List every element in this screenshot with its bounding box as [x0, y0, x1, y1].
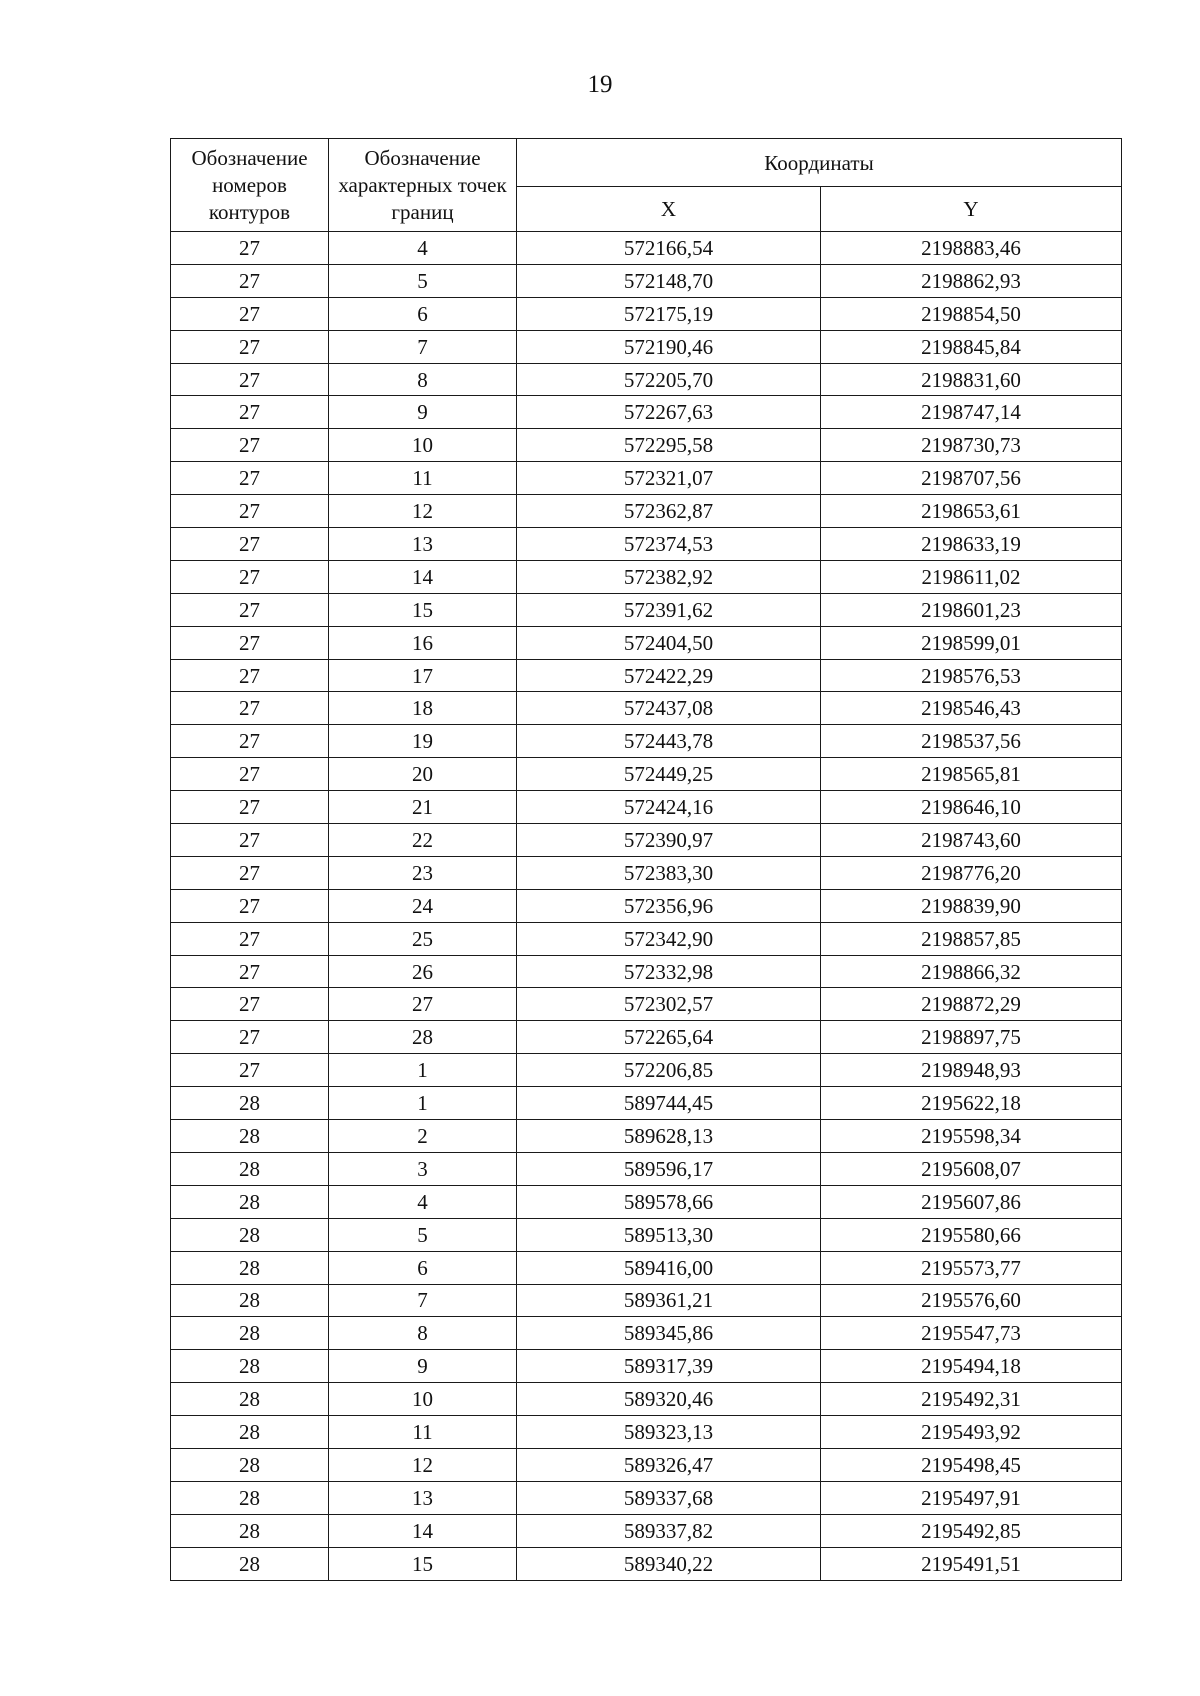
cell-x: 572205,70 [517, 363, 821, 396]
cell-contour: 28 [171, 1481, 329, 1514]
cell-point: 5 [329, 1218, 517, 1251]
table-header [171, 139, 1122, 232]
cell-contour: 28 [171, 1087, 329, 1120]
cell-contour: 27 [171, 429, 329, 462]
cell-contour: 28 [171, 1152, 329, 1185]
table-row [171, 1514, 1122, 1547]
cell-x: 572342,90 [517, 922, 821, 955]
cell-contour: 27 [171, 495, 329, 528]
cell-x: 572374,53 [517, 528, 821, 561]
cell-contour: 28 [171, 1218, 329, 1251]
header-y: Y [821, 187, 1122, 232]
cell-x: 572166,54 [517, 232, 821, 265]
cell-y: 2198866,32 [821, 955, 1122, 988]
cell-x: 589416,00 [517, 1251, 821, 1284]
cell-point: 1 [329, 1087, 517, 1120]
cell-y: 2198730,73 [821, 429, 1122, 462]
cell-x: 572302,57 [517, 988, 821, 1021]
cell-x: 589326,47 [517, 1448, 821, 1481]
cell-x: 589323,13 [517, 1416, 821, 1449]
cell-x: 572295,58 [517, 429, 821, 462]
cell-y: 2195494,18 [821, 1350, 1122, 1383]
cell-point: 19 [329, 725, 517, 758]
cell-contour: 27 [171, 330, 329, 363]
cell-x: 572449,25 [517, 758, 821, 791]
cell-point: 18 [329, 692, 517, 725]
cell-x: 572190,46 [517, 330, 821, 363]
cell-y: 2198601,23 [821, 593, 1122, 626]
cell-y: 2198839,90 [821, 889, 1122, 922]
cell-x: 572321,07 [517, 462, 821, 495]
cell-contour: 28 [171, 1350, 329, 1383]
table-row [171, 955, 1122, 988]
cell-point: 13 [329, 1481, 517, 1514]
header-coordinates: Координаты [517, 139, 1122, 187]
cell-x: 572206,85 [517, 1054, 821, 1087]
cell-x: 572443,78 [517, 725, 821, 758]
cell-point: 9 [329, 396, 517, 429]
table-row [171, 1547, 1122, 1580]
cell-y: 2198854,50 [821, 297, 1122, 330]
cell-y: 2195607,86 [821, 1185, 1122, 1218]
cell-contour: 28 [171, 1284, 329, 1317]
cell-contour: 27 [171, 560, 329, 593]
cell-point: 26 [329, 955, 517, 988]
cell-x: 572332,98 [517, 955, 821, 988]
table-row [171, 1350, 1122, 1383]
table-row [171, 856, 1122, 889]
table-body [171, 232, 1122, 1581]
cell-point: 12 [329, 495, 517, 528]
table-row [171, 725, 1122, 758]
cell-point: 16 [329, 626, 517, 659]
cell-contour: 27 [171, 889, 329, 922]
cell-point: 8 [329, 363, 517, 396]
cell-point: 15 [329, 1547, 517, 1580]
cell-y: 2198845,84 [821, 330, 1122, 363]
cell-x: 589345,86 [517, 1317, 821, 1350]
cell-y: 2198872,29 [821, 988, 1122, 1021]
cell-point: 13 [329, 528, 517, 561]
table-row [171, 1284, 1122, 1317]
table-row [171, 363, 1122, 396]
cell-y: 2198831,60 [821, 363, 1122, 396]
cell-contour: 28 [171, 1514, 329, 1547]
cell-x: 589320,46 [517, 1383, 821, 1416]
coordinates-table [170, 138, 1122, 1581]
table-row [171, 1185, 1122, 1218]
table-row [171, 232, 1122, 265]
cell-point: 2 [329, 1120, 517, 1153]
table-row [171, 495, 1122, 528]
header-contour-number: Обозначение номеров контуров [171, 139, 329, 232]
cell-point: 11 [329, 462, 517, 495]
cell-contour: 27 [171, 856, 329, 889]
cell-contour: 27 [171, 824, 329, 857]
cell-y: 2195580,66 [821, 1218, 1122, 1251]
cell-point: 10 [329, 1383, 517, 1416]
cell-x: 572356,96 [517, 889, 821, 922]
cell-point: 6 [329, 1251, 517, 1284]
cell-point: 4 [329, 1185, 517, 1218]
cell-contour: 27 [171, 725, 329, 758]
cell-x: 572267,63 [517, 396, 821, 429]
cell-y: 2195622,18 [821, 1087, 1122, 1120]
cell-y: 2198707,56 [821, 462, 1122, 495]
cell-point: 15 [329, 593, 517, 626]
cell-point: 7 [329, 330, 517, 363]
cell-y: 2195608,07 [821, 1152, 1122, 1185]
cell-point: 14 [329, 560, 517, 593]
table-row [171, 593, 1122, 626]
table-row [171, 889, 1122, 922]
header-x: X [517, 187, 821, 232]
cell-point: 4 [329, 232, 517, 265]
cell-contour: 27 [171, 922, 329, 955]
table-row [171, 758, 1122, 791]
cell-x: 572391,62 [517, 593, 821, 626]
cell-point: 27 [329, 988, 517, 1021]
cell-point: 23 [329, 856, 517, 889]
cell-contour: 28 [171, 1383, 329, 1416]
cell-y: 2198747,14 [821, 396, 1122, 429]
cell-x: 589337,82 [517, 1514, 821, 1547]
cell-contour: 27 [171, 232, 329, 265]
cell-contour: 27 [171, 1054, 329, 1087]
cell-y: 2198857,85 [821, 922, 1122, 955]
cell-point: 8 [329, 1317, 517, 1350]
cell-x: 572424,16 [517, 791, 821, 824]
cell-point: 1 [329, 1054, 517, 1087]
cell-contour: 27 [171, 955, 329, 988]
cell-x: 589578,66 [517, 1185, 821, 1218]
cell-x: 589513,30 [517, 1218, 821, 1251]
cell-x: 572265,64 [517, 1021, 821, 1054]
cell-y: 2198565,81 [821, 758, 1122, 791]
header-point-number: Обозначение характерных точек границ [329, 139, 517, 232]
cell-contour: 27 [171, 297, 329, 330]
cell-x: 589628,13 [517, 1120, 821, 1153]
table-row [171, 1416, 1122, 1449]
table-row [171, 264, 1122, 297]
cell-contour: 27 [171, 659, 329, 692]
table-row [171, 1383, 1122, 1416]
table-row [171, 528, 1122, 561]
cell-contour: 27 [171, 692, 329, 725]
cell-x: 589361,21 [517, 1284, 821, 1317]
table-row [171, 988, 1122, 1021]
cell-x: 572383,30 [517, 856, 821, 889]
table-row [171, 297, 1122, 330]
cell-point: 7 [329, 1284, 517, 1317]
cell-contour: 27 [171, 593, 329, 626]
table-row [171, 429, 1122, 462]
cell-contour: 27 [171, 396, 329, 429]
table-row [171, 791, 1122, 824]
table-row [171, 1120, 1122, 1153]
cell-y: 2195493,92 [821, 1416, 1122, 1449]
cell-y: 2198897,75 [821, 1021, 1122, 1054]
cell-point: 20 [329, 758, 517, 791]
cell-contour: 27 [171, 758, 329, 791]
cell-x: 589337,68 [517, 1481, 821, 1514]
cell-y: 2198776,20 [821, 856, 1122, 889]
cell-contour: 27 [171, 791, 329, 824]
cell-y: 2198546,43 [821, 692, 1122, 725]
cell-y: 2195498,45 [821, 1448, 1122, 1481]
cell-x: 572422,29 [517, 659, 821, 692]
cell-y: 2195492,31 [821, 1383, 1122, 1416]
table-row [171, 659, 1122, 692]
cell-x: 572382,92 [517, 560, 821, 593]
cell-point: 24 [329, 889, 517, 922]
cell-contour: 27 [171, 988, 329, 1021]
cell-y: 2198599,01 [821, 626, 1122, 659]
cell-x: 572362,87 [517, 495, 821, 528]
cell-contour: 27 [171, 363, 329, 396]
cell-y: 2198743,60 [821, 824, 1122, 857]
cell-y: 2198862,93 [821, 264, 1122, 297]
cell-x: 589596,17 [517, 1152, 821, 1185]
table-row [171, 692, 1122, 725]
cell-point: 11 [329, 1416, 517, 1449]
cell-x: 572390,97 [517, 824, 821, 857]
table-row [171, 1054, 1122, 1087]
table-row [171, 1481, 1122, 1514]
cell-y: 2195492,85 [821, 1514, 1122, 1547]
cell-point: 9 [329, 1350, 517, 1383]
table-row [171, 330, 1122, 363]
table-row [171, 560, 1122, 593]
page-number: 19 [587, 71, 613, 98]
cell-contour: 28 [171, 1416, 329, 1449]
table-row [171, 1218, 1122, 1251]
cell-x: 589340,22 [517, 1547, 821, 1580]
cell-y: 2198576,53 [821, 659, 1122, 692]
table-row [171, 922, 1122, 955]
cell-contour: 28 [171, 1120, 329, 1153]
cell-contour: 28 [171, 1317, 329, 1350]
table-row [171, 1021, 1122, 1054]
cell-contour: 28 [171, 1251, 329, 1284]
cell-point: 28 [329, 1021, 517, 1054]
table-row [171, 462, 1122, 495]
cell-y: 2198611,02 [821, 560, 1122, 593]
cell-point: 5 [329, 264, 517, 297]
cell-x: 572437,08 [517, 692, 821, 725]
cell-x: 572404,50 [517, 626, 821, 659]
cell-point: 22 [329, 824, 517, 857]
cell-contour: 28 [171, 1448, 329, 1481]
cell-x: 572148,70 [517, 264, 821, 297]
cell-y: 2195491,51 [821, 1547, 1122, 1580]
cell-y: 2198633,19 [821, 528, 1122, 561]
cell-point: 10 [329, 429, 517, 462]
table-row [171, 1317, 1122, 1350]
table-row [171, 1152, 1122, 1185]
cell-point: 3 [329, 1152, 517, 1185]
cell-y: 2195547,73 [821, 1317, 1122, 1350]
cell-contour: 27 [171, 626, 329, 659]
cell-y: 2195497,91 [821, 1481, 1122, 1514]
cell-x: 572175,19 [517, 297, 821, 330]
table-row [171, 1448, 1122, 1481]
cell-y: 2198646,10 [821, 791, 1122, 824]
table-row [171, 824, 1122, 857]
cell-y: 2195576,60 [821, 1284, 1122, 1317]
cell-y: 2195598,34 [821, 1120, 1122, 1153]
cell-point: 12 [329, 1448, 517, 1481]
table-row [171, 396, 1122, 429]
cell-point: 17 [329, 659, 517, 692]
cell-contour: 27 [171, 264, 329, 297]
table-row [171, 1251, 1122, 1284]
cell-y: 2198948,93 [821, 1054, 1122, 1087]
cell-x: 589317,39 [517, 1350, 821, 1383]
cell-y: 2198883,46 [821, 232, 1122, 265]
cell-contour: 27 [171, 1021, 329, 1054]
cell-point: 14 [329, 1514, 517, 1547]
cell-y: 2195573,77 [821, 1251, 1122, 1284]
cell-point: 21 [329, 791, 517, 824]
cell-y: 2198653,61 [821, 495, 1122, 528]
table-row [171, 626, 1122, 659]
cell-contour: 27 [171, 462, 329, 495]
table-row [171, 1087, 1122, 1120]
cell-contour: 28 [171, 1185, 329, 1218]
cell-point: 25 [329, 922, 517, 955]
cell-point: 6 [329, 297, 517, 330]
cell-contour: 28 [171, 1547, 329, 1580]
cell-x: 589744,45 [517, 1087, 821, 1120]
cell-contour: 27 [171, 528, 329, 561]
cell-y: 2198537,56 [821, 725, 1122, 758]
